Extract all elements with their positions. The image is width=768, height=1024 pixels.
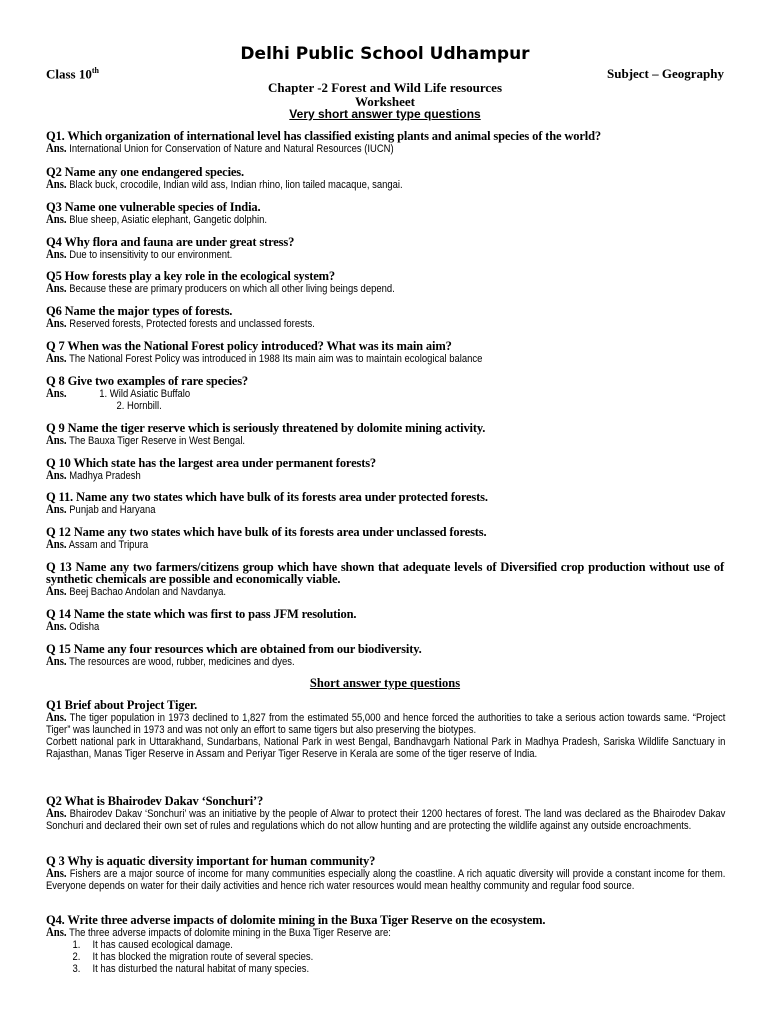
answer-text: Ans. Odisha	[46, 619, 100, 633]
short-question-2	[46, 795, 724, 832]
class-label: Class 10th	[46, 66, 99, 82]
question-text: Q 12 Name any two states which have bulk of its forests area under unclassed forests.	[46, 525, 487, 539]
worksheet-title: Worksheet	[355, 94, 415, 109]
question-8	[46, 375, 724, 412]
question-10	[46, 457, 724, 482]
answer-text: Ans. Black buck, crocodile, Indian wild ass, Indian rhino, lion tailed macaque, sangai.	[46, 177, 403, 191]
answer-text: Ans. Due to insensitivity to our environment.	[46, 247, 233, 261]
question-text: Q5 How forests play a key role in the ecological system?	[46, 269, 336, 283]
answer-text-2: 2. Hornbill.	[116, 400, 162, 412]
question-text: Q4. Write three adverse impacts of dolomite mining in the Buxa Tiger Reserve on the ecosystem.	[46, 913, 546, 927]
school-name: Delhi Public School Udhampur	[240, 44, 530, 64]
subject-label: Subject – Geography	[607, 66, 724, 81]
answer-text: Ans. Assam and Tripura	[46, 537, 149, 551]
answer-text: Ans. Bhairodev Dakav ‘Sonchuri’ was an initiative by the people of Alwar to protect their 1200 hectares of forest. The land was declared as the Bhairodev Dakav Sonchuri and declared their own set of rules and regulations which do not allow hunting and are protecting the wildlife against any outside encroachments.	[46, 806, 726, 832]
question-14	[46, 608, 724, 633]
short-question-3	[46, 855, 724, 892]
question-text: Q3 Name one vulnerable species of India.	[46, 200, 261, 214]
answer-text: Ans. Fishers are a major source of income for many communities especially along the coastline. A rich aquatic diversity will provide a constant income for them. Everyone depends on water for their daily activities and hence rich water resources would mean healthy community and regular food source.	[46, 866, 726, 892]
impact-list	[46, 939, 629, 975]
short-question-4	[46, 914, 724, 975]
question-text: Q6 Name the major types of forests.	[46, 304, 233, 318]
question-text: Q1. Which organization of international level has classified existing plants and animal species of the world?	[46, 129, 601, 143]
question-4	[46, 236, 724, 261]
question-text: Q 14 Name the state which was first to pass JFM resolution.	[46, 607, 357, 621]
answer-text: Ans. 1. Wild Asiatic Buffalo	[46, 386, 191, 400]
section-heading-very-short: Very short answer type questions	[289, 107, 481, 121]
question-text: Q 11. Name any two states which have bulk of its forests area under protected forests.	[46, 490, 488, 504]
question-15	[46, 643, 724, 668]
question-7	[46, 340, 724, 365]
question-6	[46, 305, 724, 330]
question-9	[46, 422, 724, 447]
question-3	[46, 201, 724, 226]
list-item: 3. It has disturbed the natural habitat of many species.	[72, 963, 310, 975]
answer-text: Ans. The resources are wood, rubber, medicines and dyes.	[46, 654, 295, 668]
section-heading-short: Short answer type questions	[309, 676, 461, 690]
answer-text: Ans. Punjab and Haryana	[46, 502, 156, 516]
list-item: 2. It has blocked the migration route of several species.	[72, 951, 314, 963]
question-text: Q 7 When was the National Forest policy introduced? What was its main aim?	[46, 339, 452, 353]
question-11	[46, 491, 724, 516]
question-text: Q 13 Name any two farmers/citizens group which have shown that adequate levels of Diversified crop production without use of synthetic chemicals are possible and economically viable.	[46, 560, 724, 586]
answer-text: Ans. Madhya Pradesh	[46, 468, 141, 482]
question-text: Q 15 Name any four resources which are obtained from our biodiversity.	[46, 642, 422, 656]
question-13	[46, 561, 724, 598]
question-text: Q 10 Which state has the largest area under permanent forests?	[46, 456, 377, 470]
chapter-title: Chapter -2 Forest and Wild Life resources	[268, 80, 502, 95]
question-text: Q2 What is Bhairodev Dakav ‘Sonchuri’?	[46, 794, 264, 808]
answer-text: Ans. The Bauxa Tiger Reserve in West Bengal.	[46, 433, 246, 447]
answer-text: Ans. Because these are primary producers on which all other living beings depend.	[46, 281, 395, 295]
answer-text: Ans. The National Forest Policy was introduced in 1988 Its main aim was to maintain ecological balance	[46, 351, 483, 365]
answer-text: Ans. Blue sheep, Asiatic elephant, Gangetic dolphin.	[46, 212, 267, 226]
question-text: Q1 Brief about Project Tiger.	[46, 698, 198, 712]
question-text: Q 3 Why is aquatic diversity important for human community?	[46, 854, 376, 868]
answer-text: Ans. Reserved forests, Protected forests and unclassed forests.	[46, 316, 315, 330]
question-2	[46, 166, 724, 191]
question-12	[46, 526, 724, 551]
question-text: Q2 Name any one endangered species.	[46, 165, 244, 179]
short-question-1	[46, 699, 724, 760]
question-1	[46, 130, 724, 155]
answer-text: Ans. The three adverse impacts of dolomite mining in the Buxa Tiger Reserve are:	[46, 925, 391, 939]
answer-text: Ans. The tiger population in 1973 declined to 1,827 from the estimated 55,000 and hence forced the authorities to take a serious action towards same. “Project Tiger” was launched in 1973 and was not only an effort to same tigers but also preserving the biotypes.	[46, 710, 726, 736]
answer-text: Ans. Beej Bachao Andolan and Navdanya.	[46, 584, 226, 598]
question-text: Q 8 Give two examples of rare species?	[46, 374, 249, 388]
answer-text-extra: Corbett national park in Uttarakhand, Sundarbans, National Park in west Bengal, Bandhavgarh National Park in Madhya Pradesh, Sariska Wildlife Sanctuary in Rajasthan, Manas Tiger Reserve in Assam and Periyar Tiger Reserve in Kerala are some of the tiger reserve of India.	[46, 736, 726, 760]
list-item: 1. It has caused ecological damage.	[72, 939, 233, 951]
answer-text: Ans. International Union for Conservation of Nature and Natural Resources (IUCN)	[46, 141, 394, 155]
question-5	[46, 270, 724, 295]
question-text: Q 9 Name the tiger reserve which is seriously threatened by dolomite mining activity.	[46, 421, 486, 435]
question-text: Q4 Why flora and fauna are under great stress?	[46, 235, 295, 249]
